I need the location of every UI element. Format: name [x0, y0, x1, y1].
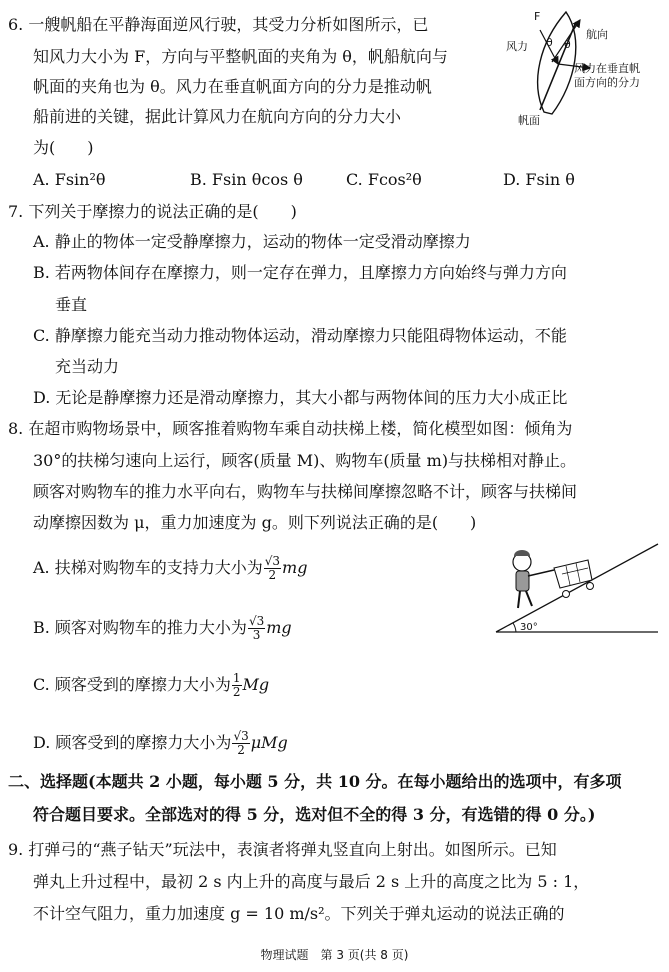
- q8-option-d-tail: μMg: [250, 733, 288, 752]
- q7-stem: 7. 下列关于摩擦力的说法正确的是( ): [8, 202, 297, 221]
- q6-line-1: 6. 一艘帆船在平静海面逆风行驶，其受力分析如图所示，已: [8, 15, 429, 34]
- theta-label-1: θ: [546, 36, 553, 49]
- q8-option-b-text: B. 顾客对购物车的推力大小为: [33, 618, 247, 637]
- q6-option-a: A. Fsin²θ: [33, 170, 106, 189]
- q8-option-a-tail: mg: [282, 558, 308, 577]
- q8-line-3: 顾客对购物车的推力水平向右，购物车与扶梯间摩擦忽略不计，顾客与扶梯间: [33, 482, 578, 501]
- q9-line-2: 弹丸上升过程中，最初 2 s 内上升的高度与最后 2 s 上升的高度之比为 5 : 1，: [33, 872, 590, 891]
- angle-arc: [513, 623, 516, 632]
- q7-option-c-line-1: C. 静摩擦力能充当动力推动物体运动，滑动摩擦力只能阻碍物体运动，不能: [33, 326, 567, 345]
- q8-option-c-numerator: 1: [232, 671, 241, 685]
- q7-option-c-line-2: 充当动力: [55, 357, 120, 376]
- q7-option-a: A. 静止的物体一定受静摩擦力，运动的物体一定受滑动摩擦力: [33, 232, 471, 251]
- q8-line-4: 动摩擦因数为 μ，重力加速度为 g。则下列说法正确的是( ): [33, 513, 477, 532]
- q8-line-2: 30°的扶梯匀速向上运行，顾客(质量 M)、购物车(质量 m)与扶梯相对静止。: [33, 451, 577, 470]
- q8-option-b-numerator: √3: [248, 614, 265, 628]
- angle-label: 30°: [520, 622, 538, 633]
- q8-option-d-fraction: [232, 730, 249, 757]
- q8-option-a-text: A. 扶梯对购物车的支持力大小为: [33, 558, 263, 577]
- q8-option-a-denominator: 2: [268, 568, 277, 582]
- q8-option-a: [33, 555, 307, 582]
- q8-option-c-text: C. 顾客受到的摩擦力大小为: [33, 675, 231, 694]
- q7-option-b-line-1: B. 若两物体间存在摩擦力，则一定存在弹力，且摩擦力方向始终与弹力方向: [33, 263, 567, 282]
- q6-line-3: 帆面的夹角也为 θ。风力在垂直帆面方向的分力是推动帆: [33, 77, 432, 96]
- shopping-cart-figure: [554, 560, 594, 598]
- q8-option-d-denominator: 2: [237, 743, 245, 757]
- q8-option-c-tail: Mg: [242, 675, 270, 694]
- q8-option-d-numerator: √3: [233, 729, 249, 743]
- q7-option-d: D. 无论是静摩擦力还是滑动摩擦力，其大小都与两物体间的压力大小成正比: [33, 388, 568, 407]
- sail-label: 帆面: [518, 114, 540, 127]
- q9-line-3: 不计空气阻力，重力加速度 g = 10 m/s²。下列关于弹丸运动的说法正确的: [33, 904, 565, 923]
- escalator-diagram: [492, 540, 662, 640]
- section-2-heading-line-2: 符合题目要求。全部选对的得 5 分，选对但不全的得 3 分，有选错的得 0 分。): [33, 805, 596, 824]
- q7-option-b-line-2: 垂直: [55, 295, 88, 314]
- q8-option-c-denominator: 2: [232, 685, 241, 699]
- component-label-1: 风力在垂直帆: [574, 62, 640, 75]
- heading-label: 航向: [586, 28, 608, 41]
- q8-option-b-tail: mg: [266, 618, 292, 637]
- q8-option-a-fraction: [264, 555, 281, 582]
- q9-line-1: 9. 打弹弓的“燕子钻天”玩法中，表演者将弹丸竖直向上射出。如图所示。已知: [8, 840, 557, 859]
- q6-option-d: D. Fsin θ: [503, 170, 575, 189]
- q8-option-d: [33, 730, 288, 757]
- q8-line-1: 8. 在超市购物场景中，顾客推着购物车乘自动扶梯上楼，简化模型如图：倾角为: [8, 419, 573, 438]
- q8-option-b: [33, 615, 292, 642]
- q8-option-c-fraction: [232, 672, 242, 699]
- q6-option-b: B. Fsin θcos θ: [190, 170, 303, 189]
- sail-hull: [538, 12, 576, 114]
- theta-label-2: θ: [564, 38, 571, 51]
- q8-option-b-denominator: 3: [252, 628, 261, 642]
- component-label-2: 面方向的分力: [574, 76, 640, 89]
- q8-option-d-text: D. 顾客受到的摩擦力大小为: [33, 733, 232, 752]
- q6-line-5: 为( ): [33, 138, 94, 157]
- page-footer: 物理试题 第 3 页(共 8 页): [260, 948, 409, 962]
- q8-option-a-numerator: √3: [264, 554, 281, 568]
- q8-option-c: [33, 672, 269, 699]
- sail-force-diagram: [500, 2, 662, 130]
- section-2-heading-line-1: 二、选择题(本题共 2 小题，每小题 5 分，共 10 分。在每小题给出的选项中，有多项: [8, 772, 622, 791]
- customer-figure: [513, 550, 554, 608]
- q6-line-4: 船前进的关键，据此计算风力在航向方向的分力大小: [33, 107, 402, 126]
- q6-option-c: C. Fcos²θ: [346, 170, 422, 189]
- q8-option-b-fraction: [248, 615, 265, 642]
- force-f-label: F: [534, 10, 541, 23]
- q6-line-2: 知风力大小为 F，方向与平整帆面的夹角为 θ，帆船航向与: [33, 47, 448, 66]
- wind-label: 风力: [506, 40, 528, 53]
